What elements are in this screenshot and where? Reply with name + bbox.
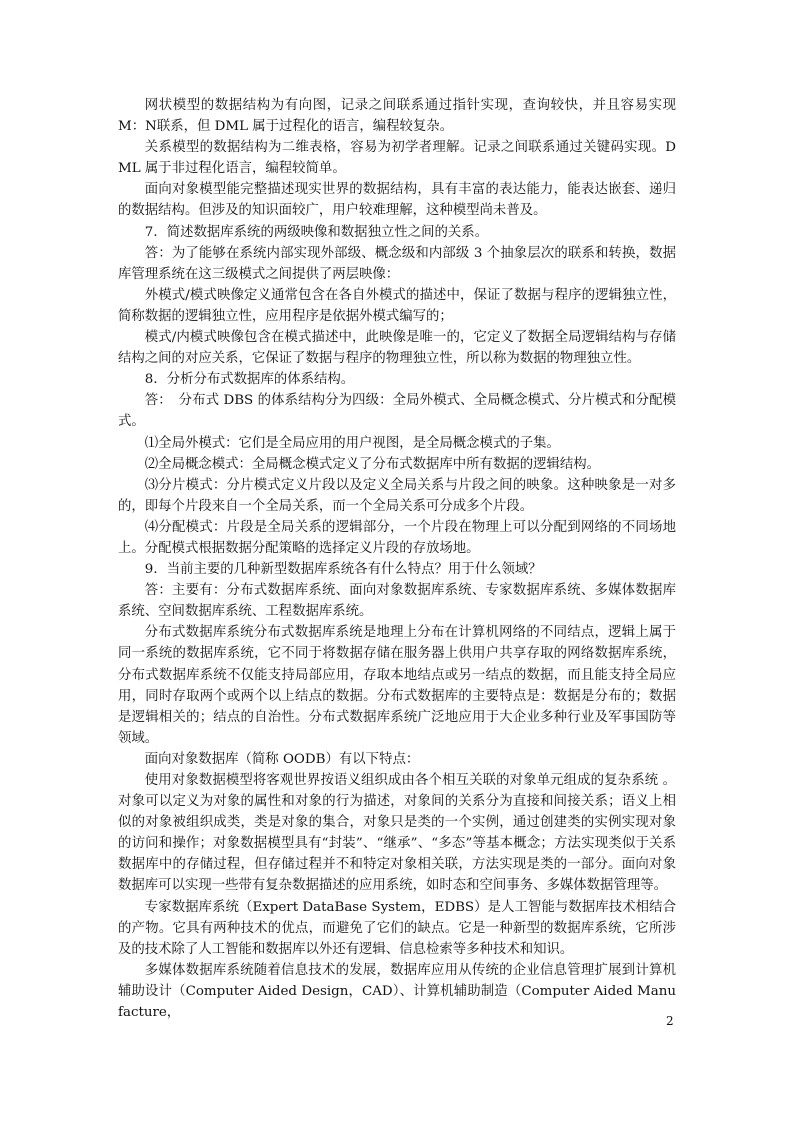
list-item: ⑴全局外模式：它们是全局应用的用户视图，是全局概念模式的子集。 bbox=[144, 435, 560, 451]
paragraph: 使用对象数据模型将客观世界按语义组织成由各个相互关联的对象单元组成的复杂系统 。对象可以定义为对象的属性和对象的行为描述，对象间的关系分为直接和间接关系；语义上相似的对象被组织成类，类是对象的集合，对象只是类的一个实例，通过创建类的实例实现对象的访问和操作；对象数据模型具有“封装”、“继承”、“多态”等基本概念；方法实现类似于关系数据库中的存储过程，但存储过程并不和特定对象相关联，方法实现是类的一部分。面向对象数据库可以实现一些带有复杂数据描述的应用系统，如时态和空间事务、多媒体数据管理等。 bbox=[118, 773, 676, 894]
paragraph: 专家数据库系统（Expert DataBase System，EDBS）是人工智能与数据库技术相结合的产物。它具有两种技术的优点，而避免了它们的缺点。它是一种新型的数据库系统，它所涉及的技术除了人工智能和数据库以外还有逻辑、信息检索等多种技术和知识。 bbox=[118, 899, 676, 957]
paragraph: 面向对象数据库（简称 OODB）有以下特点： bbox=[144, 751, 420, 767]
answer-paragraph: 答：主要有：分布式数据库系统、面向对象数据库系统、专家数据库系统、多媒体数据库系统、空间数据库系统、工程数据库系统。 bbox=[118, 583, 676, 620]
paragraph: 外模式/模式映像定义通常包含在各自外模式的描述中，保证了数据与程序的逻辑独立性，简称数据的逻辑独立性，应用程序是依据外模式编写的； bbox=[118, 287, 676, 324]
paragraph: 面向对象模型能完整描述现实世界的数据结构，具有丰富的表达能力，能表达嵌套、递归的数据结构。但涉及的知识面较广，用户较难理解，这种模型尚未普及。 bbox=[118, 182, 676, 219]
paragraph: 关系模型的数据结构为二维表格，容易为初学者理解。记录之间联系通过关键码实现。DML 属于非过程化语言，编程较简单。 bbox=[118, 140, 676, 177]
question-heading: 9．当前主要的几种新型数据库系统各有什么特点？用于什么领域？ bbox=[144, 562, 542, 578]
list-item: ⑵全局概念模式：全局概念模式定义了分布式数据库中所有数据的逻辑结构。 bbox=[144, 456, 601, 472]
paragraph: 网状模型的数据结构为有向图，记录之间联系通过指针实现，查询较快，并且容易实现M：N联系，但 DML 属于过程化的语言，编程较复杂。 bbox=[118, 98, 676, 135]
list-item: ⑷分配模式：片段是全局关系的逻辑部分，一个片段在物理上可以分配到网络的不同场地上。分配模式根据数据分配策略的选择定义片段的存放场地。 bbox=[118, 519, 676, 556]
question-heading: 8．分析分布式数据库的体系结构。 bbox=[144, 372, 355, 388]
list-item: ⑶分片模式：分片模式定义片段以及定义全局关系与片段之间的映象。这种映象是一对多的，即每个片段来自一个全局关系，而一个全局关系可分成多个片段。 bbox=[118, 477, 676, 514]
document-body bbox=[118, 95, 676, 1023]
question-heading: 7．简述数据库系统的两级映像和数据独立性之间的关系。 bbox=[144, 224, 489, 240]
page-number: 2 bbox=[666, 1014, 674, 1028]
paragraph: 多媒体数据库系统随着信息技术的发展，数据库应用从传统的企业信息管理扩展到计算机辅助设计（Computer Aided Design，CAD）、计算机辅助制造（Computer Aided Manufacture， bbox=[118, 962, 676, 1021]
answer-paragraph: 答： 分布式 DBS 的体系结构分为四级：全局外模式、全局概念模式、分片模式和分配模式。 bbox=[118, 393, 676, 430]
answer-paragraph: 答：为了能够在系统内部实现外部级、概念级和内部级 3 个抽象层次的联系和转换，数据库管理系统在这三级模式之间提供了两层映像： bbox=[118, 245, 676, 282]
paragraph: 分布式数据库系统分布式数据库系统是地理上分布在计算机网络的不同结点，逻辑上属于同一系统的数据库系统，它不同于将数据存储在服务器上供用户共享存取的网络数据库系统，分布式数据库系统不仅能支持局部应用，存取本地结点或另一结点的数据，而且能支持全局应用，同时存取两个或两个以上结点的数据。分布式数据库的主要特点是：数据是分布的；数据是逻辑相关的；结点的自治性。分布式数据库系统广泛地应用于大企业多种行业及军事国防等领域。 bbox=[118, 625, 676, 746]
paragraph: 模式/内模式映像包含在模式描述中，此映像是唯一的，它定义了数据全局逻辑结构与存储结构之间的对应关系，它保证了数据与程序的物理独立性，所以称为数据的物理独立性。 bbox=[118, 330, 676, 367]
